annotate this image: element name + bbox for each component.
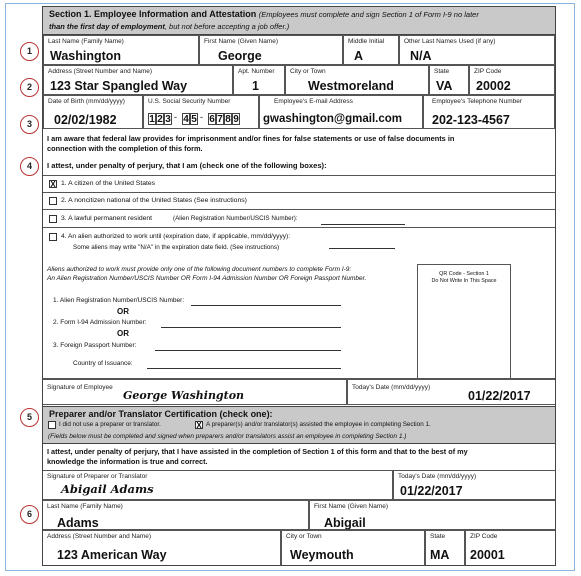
form-i9-section1	[42, 6, 556, 566]
dob-value: 02/02/1982	[54, 113, 117, 127]
i94-line[interactable]	[161, 327, 341, 328]
or-2: OR	[117, 329, 129, 338]
alien-reg-line[interactable]	[191, 305, 341, 306]
no-preparer-checkbox[interactable]	[48, 421, 56, 429]
preparer-date-value: 01/22/2017	[400, 484, 463, 498]
step-marker-3: 3	[20, 115, 39, 134]
option-1-label: 1. A citizen of the United States	[61, 180, 156, 187]
preparer-date-field[interactable]: Today's Date (mm/dd/yyyy) 01/22/2017	[393, 470, 555, 500]
alien-text-a: Aliens authorized to work must provide only one of the following document numbers to complete Form I-9:	[47, 266, 352, 273]
option-row-3	[43, 210, 555, 228]
ssn-digit: 5	[191, 114, 197, 125]
ssn-digit: 9	[233, 114, 239, 125]
alien-text-b: An Alien Registration Number/USCIS Number OR Form I-94 Admission Number OR Foreign Passport Number.	[47, 275, 367, 282]
preparer-first-name-field[interactable]: First Name (Given Name) Abigail	[309, 500, 555, 530]
other-names-value: N/A	[410, 49, 432, 63]
preparer-zip-value: 20001	[470, 548, 505, 562]
phone-field[interactable]: Employee's Telephone Number 202-123-4567	[423, 95, 555, 129]
ssn-digit: 2	[157, 114, 163, 125]
zip-value: 20002	[476, 79, 511, 93]
section1-note-a: (Employees must complete and sign Section 1 of Form I-9 no later	[258, 10, 479, 19]
email-field[interactable]: Employee's E-mail Address gwashington@gmail.com	[259, 95, 423, 129]
option-4-date-line[interactable]	[329, 248, 395, 249]
passport-label: 3. Foreign Passport Number:	[53, 342, 137, 349]
dob-field[interactable]: Date of Birth (mm/dd/yyyy) 02/02/1982	[43, 95, 143, 129]
preparer-signature-field[interactable]: Signature of Preparer or Translator Abigail Adams	[43, 470, 393, 500]
citizenship-options	[43, 175, 555, 379]
aware-text-a: I am aware that federal law provides for imprisonment and/or fines for false statements or use of false documents in	[47, 134, 455, 143]
preparer-attest-b: knowledge the information is true and correct.	[47, 457, 208, 466]
i94-label: 2. Form I-94 Admission Number:	[53, 319, 147, 326]
employee-signature: George Washington	[123, 389, 245, 402]
section1-note-c: , but not before accepting a job offer.)	[164, 22, 290, 31]
preparer-first-name-value: Abigail	[324, 516, 366, 530]
state-value: VA	[436, 79, 453, 93]
preparer-city-field[interactable]: City or Town Weymouth	[281, 530, 425, 565]
ssn-digit: 1	[149, 114, 155, 125]
no-preparer-label: I did not use a preparer or translator.	[59, 421, 161, 428]
address-value: 123 Star Spangled Way	[50, 79, 188, 93]
preparer-used-checkbox[interactable]: X	[196, 421, 202, 430]
middle-initial-value: A	[354, 49, 364, 63]
ssn-digit: 6	[209, 114, 215, 125]
ssn-digit: 3	[165, 114, 171, 125]
employee-date-field[interactable]: Today's Date (mm/dd/yyyy) 01/22/2017	[347, 379, 555, 405]
city-field[interactable]: City or Town Westmoreland	[285, 65, 429, 95]
preparer-note: (Fields below must be completed and signed when preparers and/or translators assist an employee in completing Section 1.)	[48, 433, 407, 440]
ssn-dash: -	[174, 112, 177, 122]
option-row-2	[43, 193, 555, 210]
step-marker-2: 2	[20, 78, 39, 97]
step-marker-1: 1	[20, 42, 39, 61]
apt-value: 1	[252, 79, 259, 93]
state-field[interactable]: State VA	[429, 65, 469, 95]
preparer-last-name-value: Adams	[57, 516, 99, 530]
option-3-checkbox[interactable]	[49, 215, 57, 223]
or-1: OR	[117, 307, 129, 316]
preparer-zip-field[interactable]: ZIP Code 20001	[465, 530, 555, 565]
passport-line[interactable]	[155, 350, 341, 351]
zip-field[interactable]: ZIP Code 20002	[469, 65, 555, 95]
email-value: gwashington@gmail.com	[263, 113, 402, 125]
first-name-value: George	[218, 49, 262, 63]
option-3-note: (Alien Registration Number/USCIS Number):	[173, 215, 298, 222]
middle-initial-field[interactable]: Middle Initial A	[343, 35, 399, 65]
attest-text: I attest, under penalty of perjury, that I am (check one of the following boxes):	[47, 161, 327, 170]
last-name-field[interactable]: Last Name (Family Name) Washington	[43, 35, 199, 65]
ssn-dash: -	[200, 112, 203, 122]
phone-value: 202-123-4567	[432, 113, 510, 127]
preparer-last-name-field[interactable]: Last Name (Family Name) Adams	[43, 500, 309, 530]
address-field[interactable]: Address (Street Number and Name) 123 Star Spangled Way	[43, 65, 233, 95]
preparer-attest-a: I attest, under penalty of perjury, that I have assisted in the completion of Section 1 of this form and that to the best of my	[47, 447, 468, 456]
option-3-line[interactable]	[321, 224, 405, 225]
ssn-field[interactable]: U.S. Social Security Number 1 2 3 - 4 5 - 6 7 8 9	[143, 95, 259, 129]
alien-reg-label: 1. Alien Registration Number/USCIS Number:	[53, 297, 185, 304]
option-3-label: 3. A lawful permanent resident	[61, 215, 153, 222]
qr-text-a: QR Code - Section 1	[439, 271, 489, 277]
first-name-field[interactable]: First Name (Given Name) George	[199, 35, 343, 65]
qr-text-b: Do Not Write In This Space	[431, 278, 497, 284]
last-name-value: Washington	[50, 49, 122, 63]
preparer-header	[43, 406, 555, 444]
preparer-used-label: A preparer(s) and/or translator(s) assisted the employee in completing Section 1.	[206, 421, 431, 428]
employee-signature-field[interactable]: Signature of Employee George Washington	[43, 379, 347, 405]
option-2-label: 2. A noncitizen national of the United States (See instructions)	[61, 197, 247, 204]
option-row-1	[43, 176, 555, 193]
option-4-note: Some aliens may write "N/A" in the expiration date field. (See instructions)	[73, 244, 280, 251]
preparer-state-value: MA	[430, 548, 450, 562]
city-value: Westmoreland	[308, 79, 394, 93]
preparer-state-field[interactable]: State MA	[425, 530, 465, 565]
apt-field[interactable]: Apt. Number 1	[233, 65, 285, 95]
option-2-checkbox[interactable]	[49, 197, 57, 205]
option-4-checkbox[interactable]	[49, 233, 57, 241]
step-marker-6: 6	[20, 505, 39, 524]
option-4-label: 4. An alien authorized to work until (expiration date, if applicable, mm/dd/yyyy):	[61, 233, 291, 240]
step-marker-5: 5	[20, 408, 39, 427]
preparer-address-value: 123 American Way	[57, 548, 167, 562]
ssn-digit: 4	[183, 114, 189, 125]
step-marker-4: 4	[20, 157, 39, 176]
preparer-city-value: Weymouth	[290, 548, 354, 562]
section1-title: Section 1. Employee Information and Attestation	[49, 9, 257, 19]
preparer-title: Preparer and/or Translator Certification (check one):	[49, 409, 273, 419]
qr-code-area	[417, 264, 511, 380]
preparer-address-field[interactable]: Address (Street Number and Name) 123 American Way	[43, 530, 281, 565]
employee-date-value: 01/22/2017	[468, 389, 531, 403]
aware-text-b: connection with the completion of this form.	[47, 144, 203, 153]
other-names-field[interactable]: Other Last Names Used (if any) N/A	[399, 35, 555, 65]
country-label: Country of Issuance:	[73, 360, 133, 367]
ssn-digit: 7	[217, 114, 223, 125]
ssn-boxes	[148, 113, 258, 127]
option-1-checkbox[interactable]: X	[50, 180, 56, 189]
section1-header	[43, 7, 555, 35]
preparer-signature: Abigail Adams	[61, 482, 154, 496]
country-line[interactable]	[147, 368, 341, 369]
ssn-digit: 8	[225, 114, 231, 125]
section1-note-b: than the first day of employment	[49, 22, 165, 31]
